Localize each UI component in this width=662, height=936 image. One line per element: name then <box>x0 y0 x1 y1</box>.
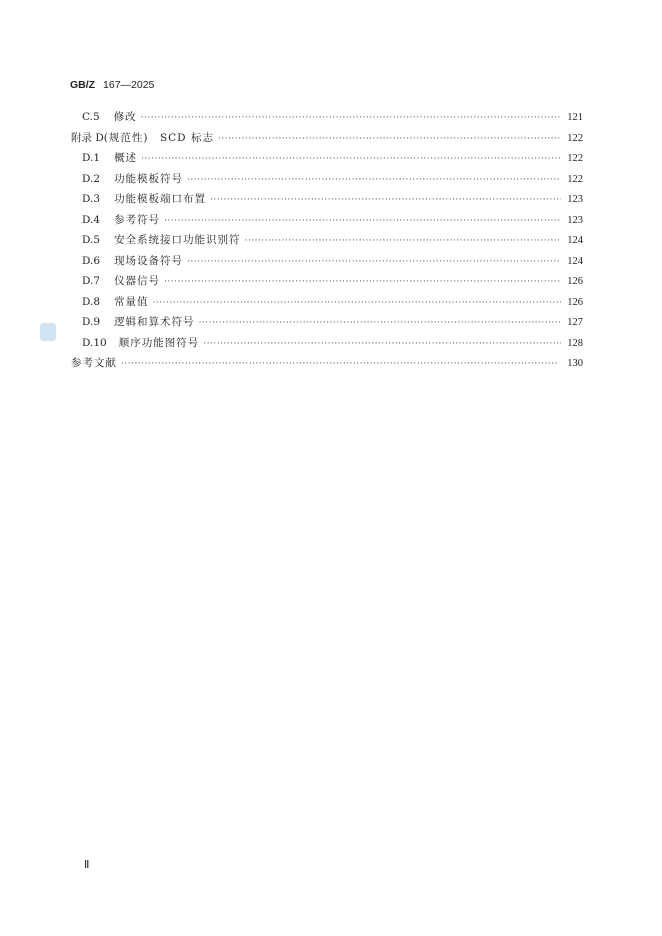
toc-leader-dots <box>164 272 561 293</box>
toc-entry-title: 仪器信号 <box>114 275 161 287</box>
toc-entry-number: D.9 <box>82 316 101 328</box>
toc-entry-number: D.3 <box>82 193 101 205</box>
page-number: Ⅱ <box>84 859 90 871</box>
toc-entry-title: 功能模板端口布置 <box>114 193 207 205</box>
toc-entry-page: 130 <box>567 358 583 369</box>
toc-entry[interactable] <box>71 353 583 374</box>
toc-entry-title: 常量值 <box>114 295 149 308</box>
toc-entry-page: 123 <box>567 194 583 205</box>
toc-entry-page: 127 <box>567 317 583 328</box>
toc-entry-number: D.5 <box>82 234 101 246</box>
toc-entry-page: 122 <box>567 153 583 164</box>
toc-entry[interactable] <box>71 251 583 272</box>
toc-leader-dots <box>141 108 561 129</box>
toc-entry[interactable] <box>71 169 583 190</box>
toc-entry-number: D.1 <box>82 152 101 164</box>
toc-entry-number: D.4 <box>82 213 101 226</box>
toc-entry-page: 128 <box>567 337 583 349</box>
toc-entry-page: 123 <box>567 214 583 226</box>
toc-entry-page: 122 <box>567 173 583 185</box>
toc-entry-title: 概述 <box>114 152 138 164</box>
side-tab-icon[interactable] <box>40 323 56 341</box>
toc-entry[interactable] <box>71 189 583 210</box>
toc-entry-number: D.2 <box>82 172 101 185</box>
toc-entry[interactable] <box>71 292 583 313</box>
document-header <box>70 79 154 91</box>
toc-entry-title: 参考文献 <box>71 357 117 369</box>
toc-leader-dots <box>245 231 561 252</box>
toc-leader-dots <box>164 211 561 232</box>
toc-leader-dots <box>199 313 561 334</box>
standard-number: 167—2025 <box>103 79 155 91</box>
toc-entry-title: 顺序功能图符号 <box>118 336 200 349</box>
toc-entry[interactable] <box>71 210 583 231</box>
toc-entry[interactable] <box>71 230 583 251</box>
toc-entry-number: C.5 <box>82 111 100 123</box>
toc-entry-page: 126 <box>567 276 583 287</box>
toc-entry[interactable] <box>71 128 583 149</box>
toc-entry-title: (规范性) SCD 标志 <box>103 131 214 144</box>
toc-entry-number: D.7 <box>82 275 101 287</box>
toc-entry-number: D.8 <box>82 295 101 308</box>
toc-leader-dots <box>187 170 561 191</box>
toc-entry-page: 122 <box>567 132 583 144</box>
toc-entry-title: 功能模板符号 <box>114 172 184 185</box>
toc-entry-title: 安全系统接口功能识别符 <box>114 234 241 246</box>
toc-entry-number: 附录 D <box>71 131 104 144</box>
toc-entry[interactable] <box>71 333 583 354</box>
toc-leader-dots <box>187 252 561 273</box>
toc-entry-page: 124 <box>567 255 583 267</box>
toc-entry-number: D.6 <box>82 254 101 267</box>
toc-entry[interactable] <box>71 271 583 292</box>
toc-leader-dots <box>218 129 561 150</box>
toc-leader-dots <box>141 149 561 170</box>
toc-entry-title: 现场设备符号 <box>114 254 184 267</box>
toc-entry-title: 参考符号 <box>114 213 161 226</box>
toc-entry-title: 逻辑和算术符号 <box>114 316 195 328</box>
toc-entry[interactable] <box>71 312 583 333</box>
toc-entry-page: 126 <box>567 296 583 308</box>
toc-entry[interactable] <box>71 148 583 169</box>
toc-leader-dots <box>203 334 561 355</box>
toc-leader-dots <box>210 190 561 211</box>
toc-entry-number: D.10 <box>82 336 107 349</box>
toc-entry-page: 124 <box>567 235 583 246</box>
toc-leader-dots <box>153 293 561 314</box>
toc-entry-page: 121 <box>567 112 583 123</box>
table-of-contents <box>71 107 583 374</box>
toc-entry[interactable] <box>71 107 583 128</box>
toc-leader-dots <box>121 354 561 375</box>
toc-entry-title: 修改 <box>113 111 137 123</box>
standard-code: GB/Z <box>70 79 96 91</box>
